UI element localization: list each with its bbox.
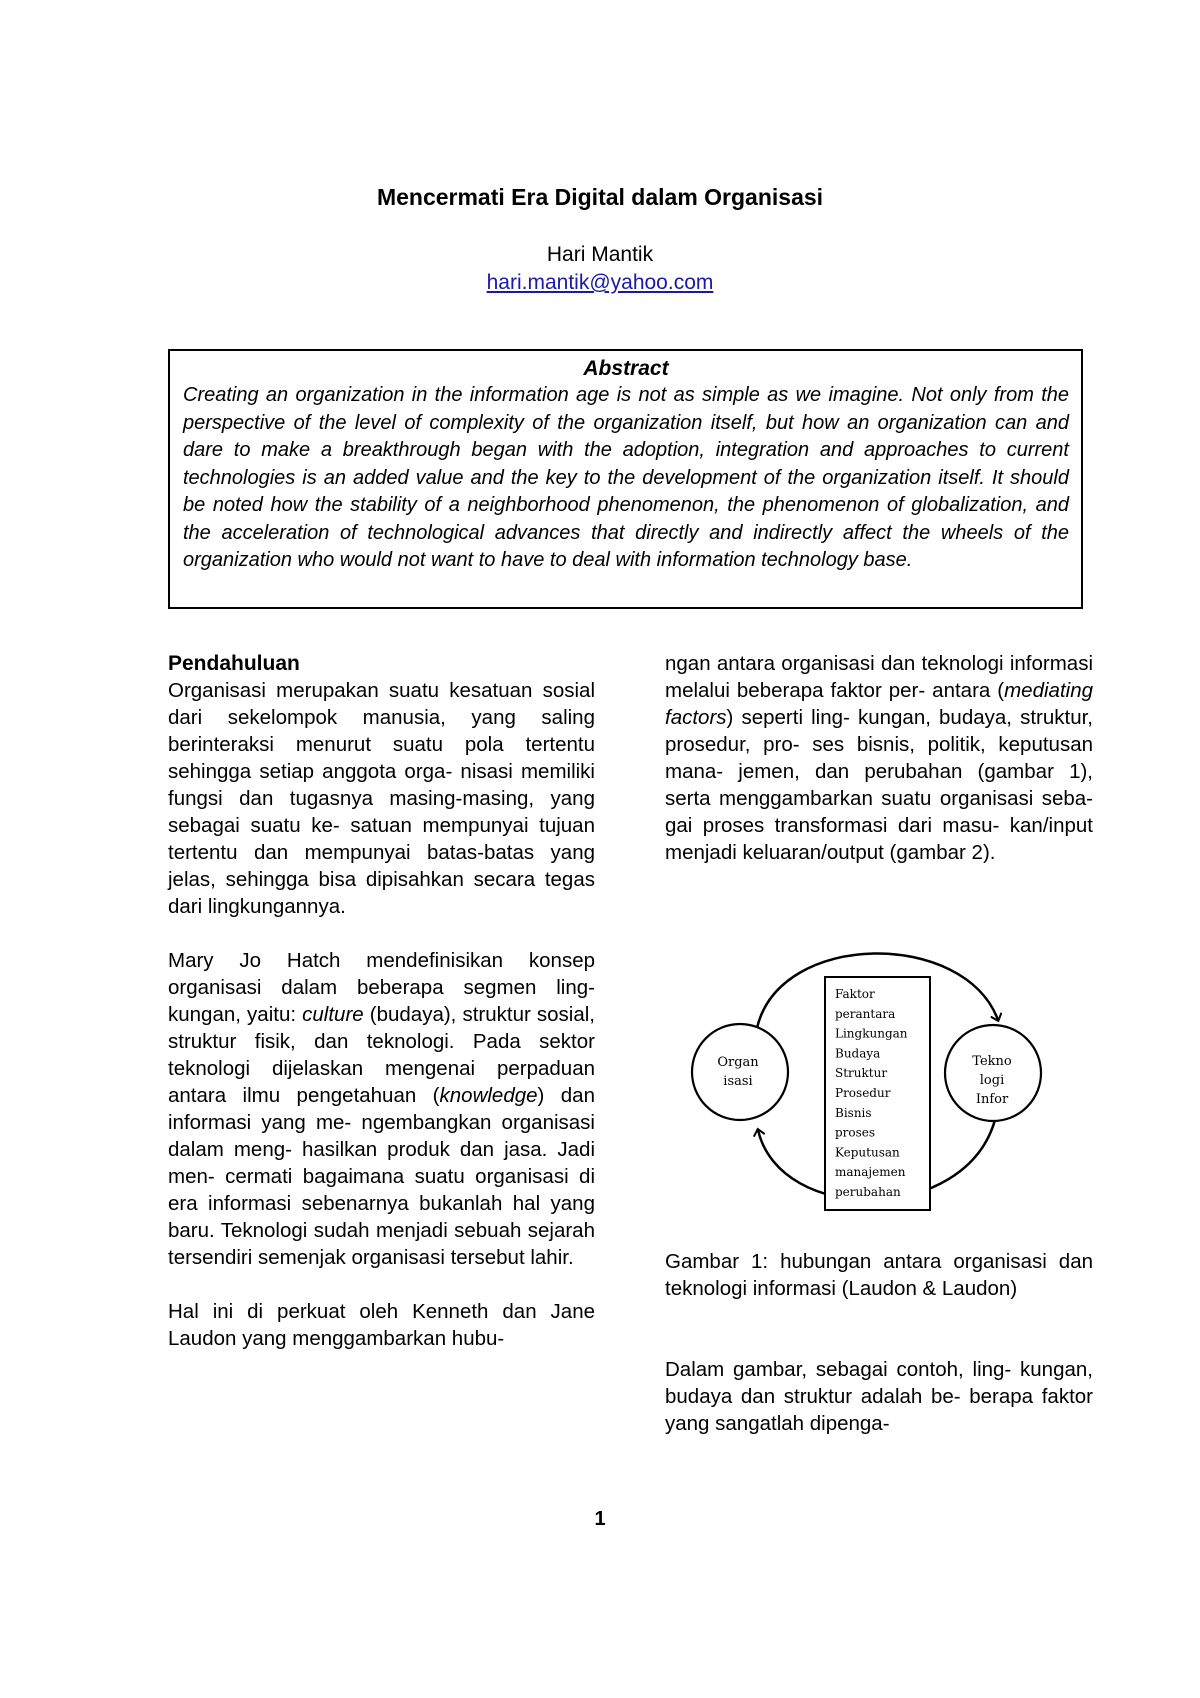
paragraph-5: Dalam gambar, sebagai contoh, ling- kungan, budaya dan struktur adalah be- berapa faktor yang sangatlah dipenga- (665, 1358, 1093, 1435)
author-email-link[interactable]: hari.mantik@yahoo.com (486, 271, 714, 294)
technology-circle-label: Tekno (972, 1054, 1012, 1069)
mediating-factor-label: Faktor (835, 987, 875, 1001)
left-column (168, 650, 595, 1352)
page-number: 1 (594, 1508, 606, 1530)
abstract-box (168, 349, 1083, 609)
mediating-factor-label: Lingkungan (835, 1026, 908, 1041)
paragraph-1: Organisasi merupakan suatu kesatuan sosial dari sekelompok manusia, yang saling berinteraksi menurut suatu pola tertentu sehingga setiap anggota orga- nisasi memiliki fungsi dan tugasnya masing-masing, yang sebagai suatu ke- satuan mempunyai tujuan tertentu dan mempunyai batas-batas yang jelas, sehingga bisa dipisahkan secara tegas dari lingkungannya. (168, 679, 595, 918)
paragraph-2-text: Mary Jo Hatch mendefinisikan konsep organisasi dalam beberapa segmen ling- kungan, yaitu: (168, 949, 595, 1026)
figure-1-caption: Gambar 1: hubungan antara organisasi dan teknologi informasi (Laudon & Laudon) (665, 1250, 1093, 1300)
abstract-heading: Abstract (583, 357, 669, 380)
figure-1-diagram (665, 940, 1095, 1240)
figure-1 (665, 940, 1095, 1240)
mediating-factor-label: Prosedur (835, 1086, 891, 1100)
paragraph-2-italic-knowledge: knowledge (439, 1084, 538, 1107)
organization-circle (692, 1024, 788, 1120)
mediating-factor-label: Keputusan (835, 1145, 900, 1160)
paragraph-2-text: ) dan informasi yang me- ngembangkan organisasi dalam meng- hasilkan produk dan jasa. Jadi men- cermati bagaimana suatu organisasi di era informasi sebenarnya bukanlah hal yang baru. Teknologi sudah menjadi sebuah sejarah tersendiri semenjak organisasi tersebut lahir. (168, 1084, 595, 1269)
paragraph-2-italic-culture: culture (302, 1003, 364, 1026)
right-column (665, 650, 1093, 866)
paragraph-2 (168, 947, 595, 1271)
mediating-factor-label: Struktur (835, 1066, 888, 1081)
mediating-factor-label: proses (835, 1125, 876, 1140)
paper-title: Mencermati Era Digital dalam Organisasi (376, 184, 824, 210)
organization-circle-label: Organ (717, 1055, 759, 1070)
technology-circle-label: Infor (975, 1092, 1009, 1107)
author-name: Hari Mantik (546, 243, 654, 266)
mediating-factor-label: perubahan (835, 1185, 901, 1199)
mediating-factor-label: Bisnis (835, 1105, 872, 1120)
abstract-text: Creating an organization in the information age is not as simple as we imagine. Not only from the perspective of the level of complexity of the organization itself, but how an organization can and dare to make a breakthrough began with the adoption, integration and approaches to current technologies is an added value and the key to the development of the organization itself. It should be noted how the stability of a neighborhood phenomenon, the phenomenon of globalization, and the acceleration of technological advances that directly and indirectly affect the wheels of the organization who would not want to have to deal with information technology base. (183, 384, 1069, 571)
mediating-factor-label: Budaya (835, 1046, 881, 1061)
paragraph-4-text: ) seperti ling- kungan, budaya, struktur, prosedur, pro- ses bisnis, politik, keputusan mana- jemen, dan perubahan (gambar 1), serta menggambarkan suatu organisasi seba- gai proses transformasi dari masu- kan/input menjadi keluaran/output (gambar 2). (665, 706, 1093, 864)
paragraph-4 (665, 650, 1093, 866)
paragraph-4-italic: mediating factors (665, 679, 1093, 729)
organization-circle-label: isasi (723, 1074, 753, 1089)
paragraph-3: Hal ini di perkuat oleh Kenneth dan Jane Laudon yang menggambarkan hubu- (168, 1300, 595, 1350)
technology-circle-label: logi (979, 1073, 1005, 1088)
paragraph-2-text: (budaya), struktur sosial, struktur fisik, dan teknologi. Pada sektor teknologi dijelaskan mengenai perpaduan antara ilmu pengetahuan ( (168, 1003, 595, 1107)
mediating-factor-label: manajemen (835, 1165, 906, 1180)
author-email (0, 271, 1200, 295)
mediating-factor-label: perantara (835, 1006, 896, 1021)
section-heading: Pendahuluan (168, 652, 300, 675)
paragraph-4-text: ngan antara organisasi dan teknologi informasi melalui beberapa faktor per- antara ( (665, 652, 1093, 702)
